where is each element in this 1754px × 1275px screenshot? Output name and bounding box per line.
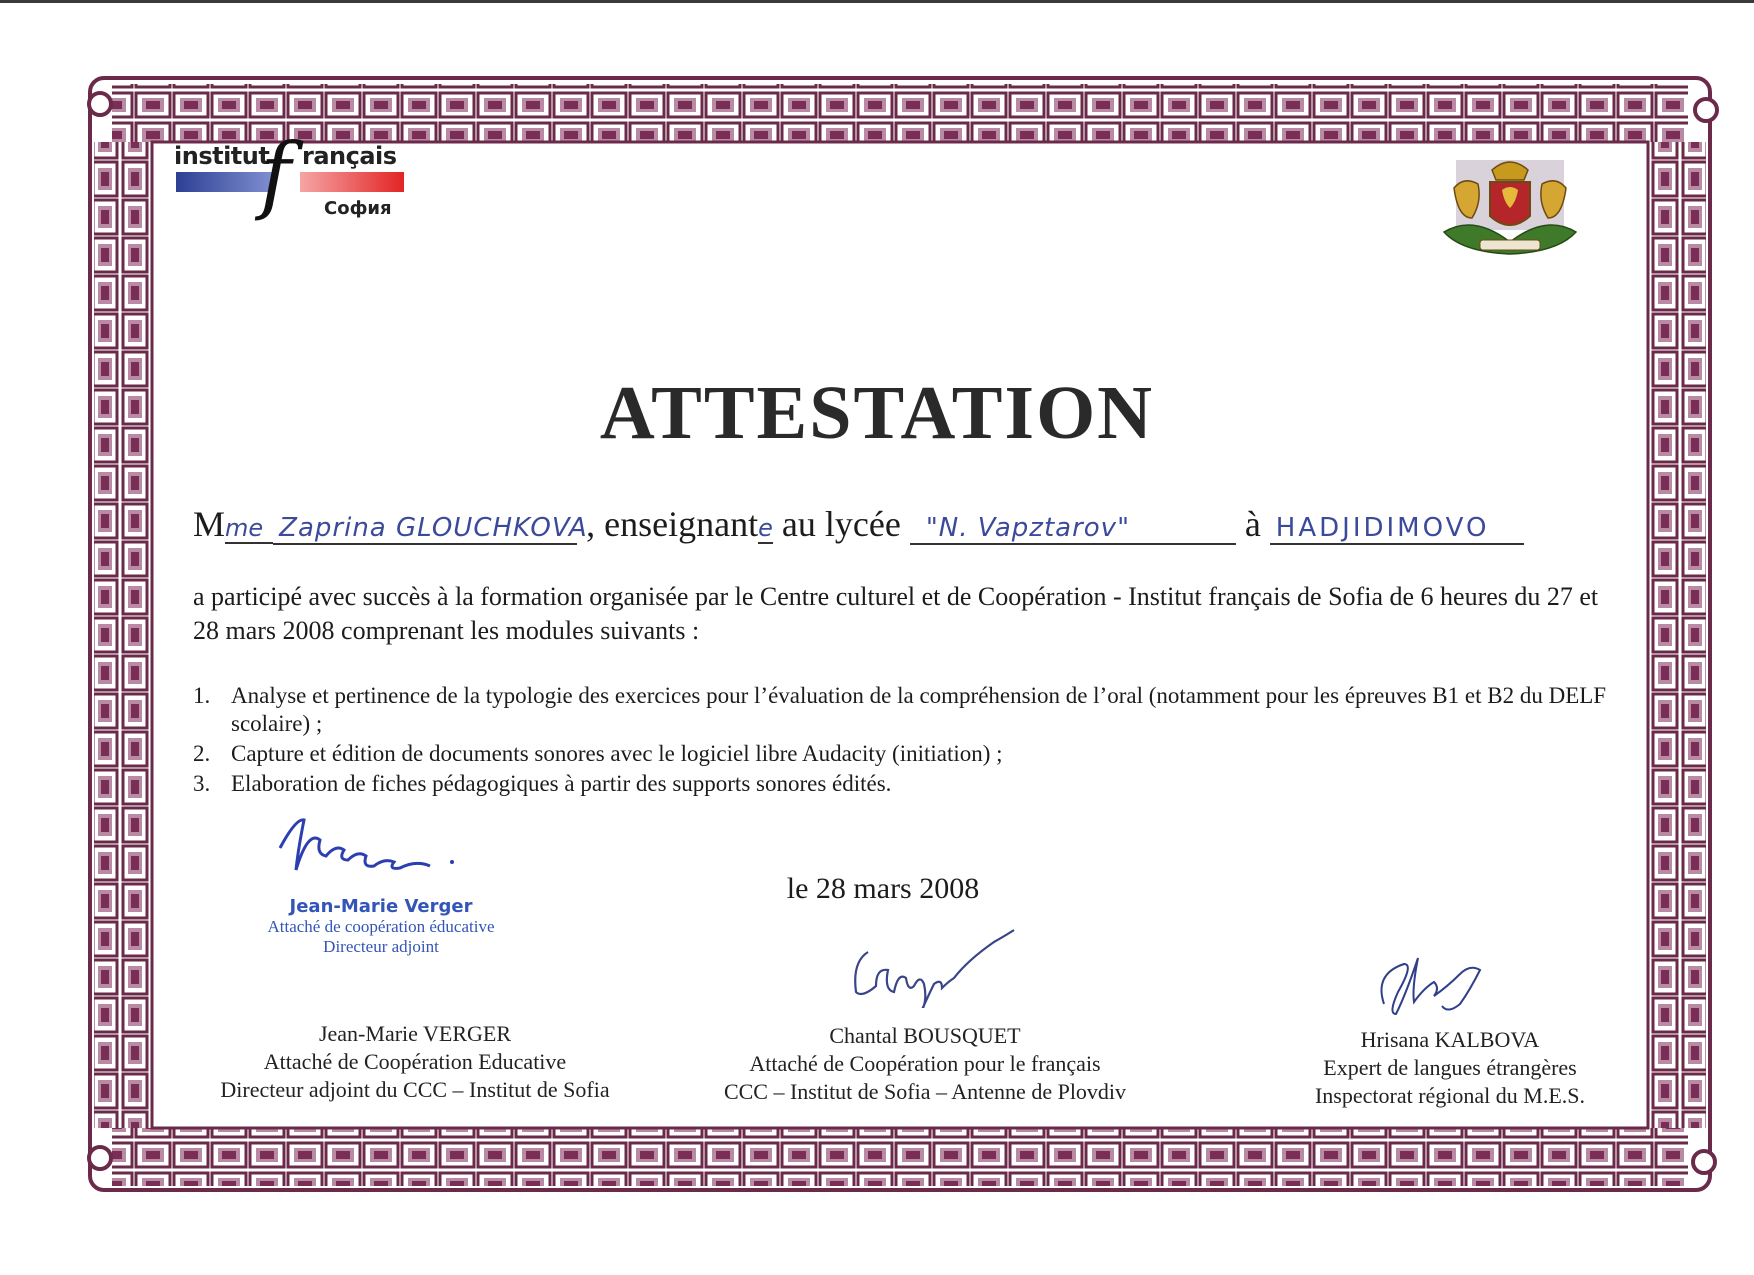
participation-paragraph: a participé avec succès à la formation organisée par le Centre culturel et de Coopération - Institut français de Sofia de 6 heures du 27 et 28 mars 2008 comprenant les modules suivants : xyxy=(193,582,1599,645)
logo-letter-f: f xyxy=(260,125,292,223)
text-au-lycee: au lycée xyxy=(781,504,901,544)
city-name: HADJIDIMOVO xyxy=(1270,513,1524,545)
signatory-title: Attaché de Coopération pour le français xyxy=(749,1051,1101,1076)
stamp-role-secondary: Directeur adjoint xyxy=(323,937,439,956)
recipient-line xyxy=(193,503,1524,545)
gender-handwritten: e xyxy=(758,514,773,542)
institut-francais-logo xyxy=(174,125,404,228)
signature-bousquet xyxy=(838,912,1038,1008)
logo-word-francais: rançais xyxy=(302,142,397,170)
signatory-name: Jean-Marie VERGER xyxy=(318,1021,512,1046)
official-stamp xyxy=(236,896,526,957)
logo-blue-bar xyxy=(176,172,272,192)
signatory-block xyxy=(1260,1026,1640,1110)
signatory-block xyxy=(160,1020,670,1104)
signatory-title: Expert de langues étrangères xyxy=(1323,1055,1577,1080)
coat-of-arms-icon xyxy=(1432,148,1588,268)
logo-city: София xyxy=(324,198,392,219)
signatory-block xyxy=(680,1022,1170,1106)
signatory-title: Attaché de Coopération Educative xyxy=(263,1049,567,1074)
list-item xyxy=(193,682,1633,738)
item-number: 3. xyxy=(193,771,211,796)
signatory-organization: Directeur adjoint du CCC – Institut de Sofia xyxy=(220,1077,610,1102)
issue-date: le 28 mars 2008 xyxy=(786,872,980,905)
lycee-name: "N. Vapztarov" xyxy=(910,513,1236,545)
signatory-name: Chantal BOUSQUET xyxy=(829,1023,1021,1048)
modules-list xyxy=(193,682,1633,800)
civility-handwritten: me xyxy=(225,514,273,544)
recipient-name: Zaprina GLOUCHKOVA xyxy=(273,513,577,545)
item-number: 2. xyxy=(193,741,211,766)
stamp-role: Attaché de coopération éducative xyxy=(267,917,495,936)
signatory-name: Hrisana KALBOVA xyxy=(1360,1027,1540,1052)
signature-verger xyxy=(270,808,470,892)
item-text: Analyse et pertinence de la typologie des exercices pour l’évaluation de la compréhension de l’oral (notamment pour les épreuves B1 et B2 du DELF scolaire) ; xyxy=(231,683,1607,736)
text-a: à xyxy=(1244,504,1261,544)
list-item xyxy=(193,770,1633,798)
item-number: 1. xyxy=(193,683,211,708)
stamp-name: Jean-Marie Verger xyxy=(289,896,473,917)
signatory-organization: Inspectorat régional du M.E.S. xyxy=(1314,1083,1586,1108)
civility-prefix: M xyxy=(193,504,226,544)
text-enseignant: , enseignant xyxy=(586,504,759,544)
logo-word-institut: institut xyxy=(174,142,270,170)
list-item xyxy=(193,740,1633,768)
signatory-organization: CCC – Institut de Sofia – Antenne de Plovdiv xyxy=(723,1079,1127,1104)
item-text: Capture et édition de documents sonores avec le logiciel libre Audacity (initiation) ; xyxy=(231,741,1003,766)
document-title: ATTESTATION xyxy=(599,371,1155,455)
item-text: Elaboration de fiches pédagogiques à partir des supports sonores édités. xyxy=(231,771,892,796)
logo-red-bar xyxy=(300,172,404,192)
